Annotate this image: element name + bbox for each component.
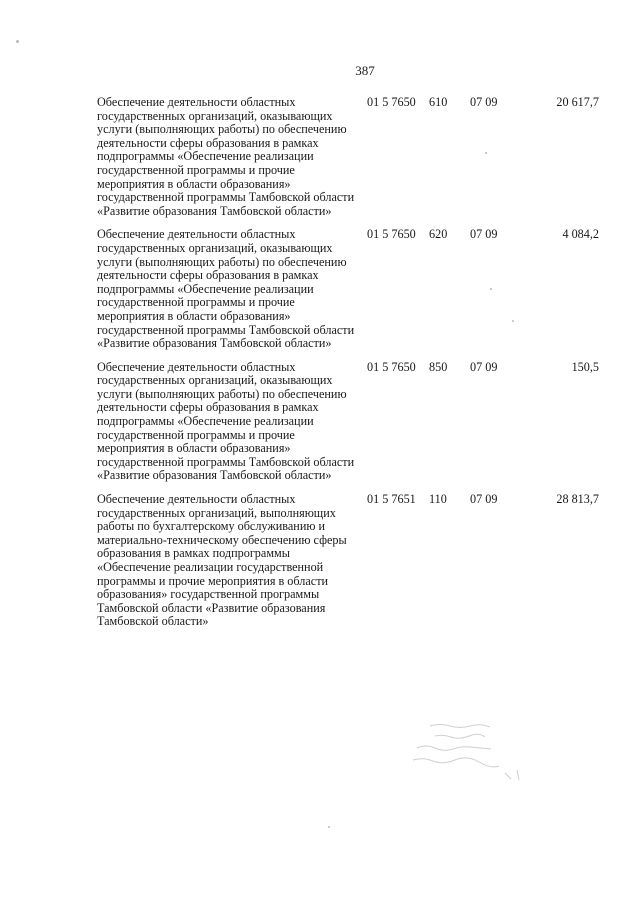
budget-table	[97, 96, 607, 639]
row-section: 07 09	[470, 95, 498, 109]
row-expense-kind: 610	[429, 95, 448, 109]
scan-speck	[512, 320, 514, 322]
row-section: 07 09	[470, 492, 498, 507]
row-description: Обеспечение деятельности областных государственных организаций, оказывающих услуги (выполняющих работы) по обеспечению деятельности сферы образования в рамках подпрограммы «Обеспечение реализации государственной программы и прочие мероприятия в области образования» государственной программы Тамбовской области «Развитие образования Тамбовской области»	[97, 227, 355, 351]
table-row	[97, 361, 607, 483]
scan-speck	[16, 40, 19, 43]
table-row	[97, 228, 607, 350]
row-amount: 28 813,7	[556, 492, 599, 507]
row-expense-kind: 110	[429, 492, 447, 507]
row-amount: 20 617,7	[556, 95, 599, 109]
row-description: Обеспечение деятельности областных государственных организаций, выполняющих работы по бухгалтерскому обслуживанию и материально-техническому обеспечению сферы образования в рамках подпрограммы «Обеспечение реализации государственной программы и прочие мероприятия в области образования» государственной программы Тамбовской области «Развитие образования Тамбовской области»	[97, 492, 347, 629]
row-expense-kind: 850	[429, 359, 448, 374]
table-row	[97, 96, 607, 218]
row-amount: 4 084,2	[562, 227, 599, 242]
row-target-code: 01 5 7650	[367, 227, 416, 242]
row-section: 07 09	[470, 227, 498, 242]
row-description: Обеспечение деятельности областных государственных организаций, оказывающих услуги (выполняющих работы) по обеспечению деятельности сферы образования в рамках подпрограммы «Обеспечение реализации государственной программы и прочие мероприятия в области образования» государственной программы Тамбовской области «Развитие образования Тамбовской области»	[97, 95, 355, 218]
row-target-code: 01 5 7650	[367, 95, 416, 109]
row-target-code: 01 5 7650	[367, 359, 416, 374]
page-number: 387	[355, 63, 375, 78]
row-description: Обеспечение деятельности областных государственных организаций, оказывающих услуги (выполняющих работы) по обеспечению деятельности сферы образования в рамках подпрограммы «Обеспечение реализации государственной программы и прочие мероприятия в области образования» государственной программы Тамбовской области «Развитие образования Тамбовской области»	[97, 359, 355, 483]
row-expense-kind: 620	[429, 227, 448, 242]
row-amount: 150,5	[571, 359, 599, 374]
row-target-code: 01 5 7651	[367, 492, 416, 507]
stamp-mark-icon	[405, 718, 535, 788]
scan-speck	[490, 288, 492, 290]
row-section: 07 09	[470, 359, 498, 374]
scan-speck	[328, 826, 330, 828]
scan-speck	[485, 152, 487, 154]
table-row	[97, 493, 607, 629]
